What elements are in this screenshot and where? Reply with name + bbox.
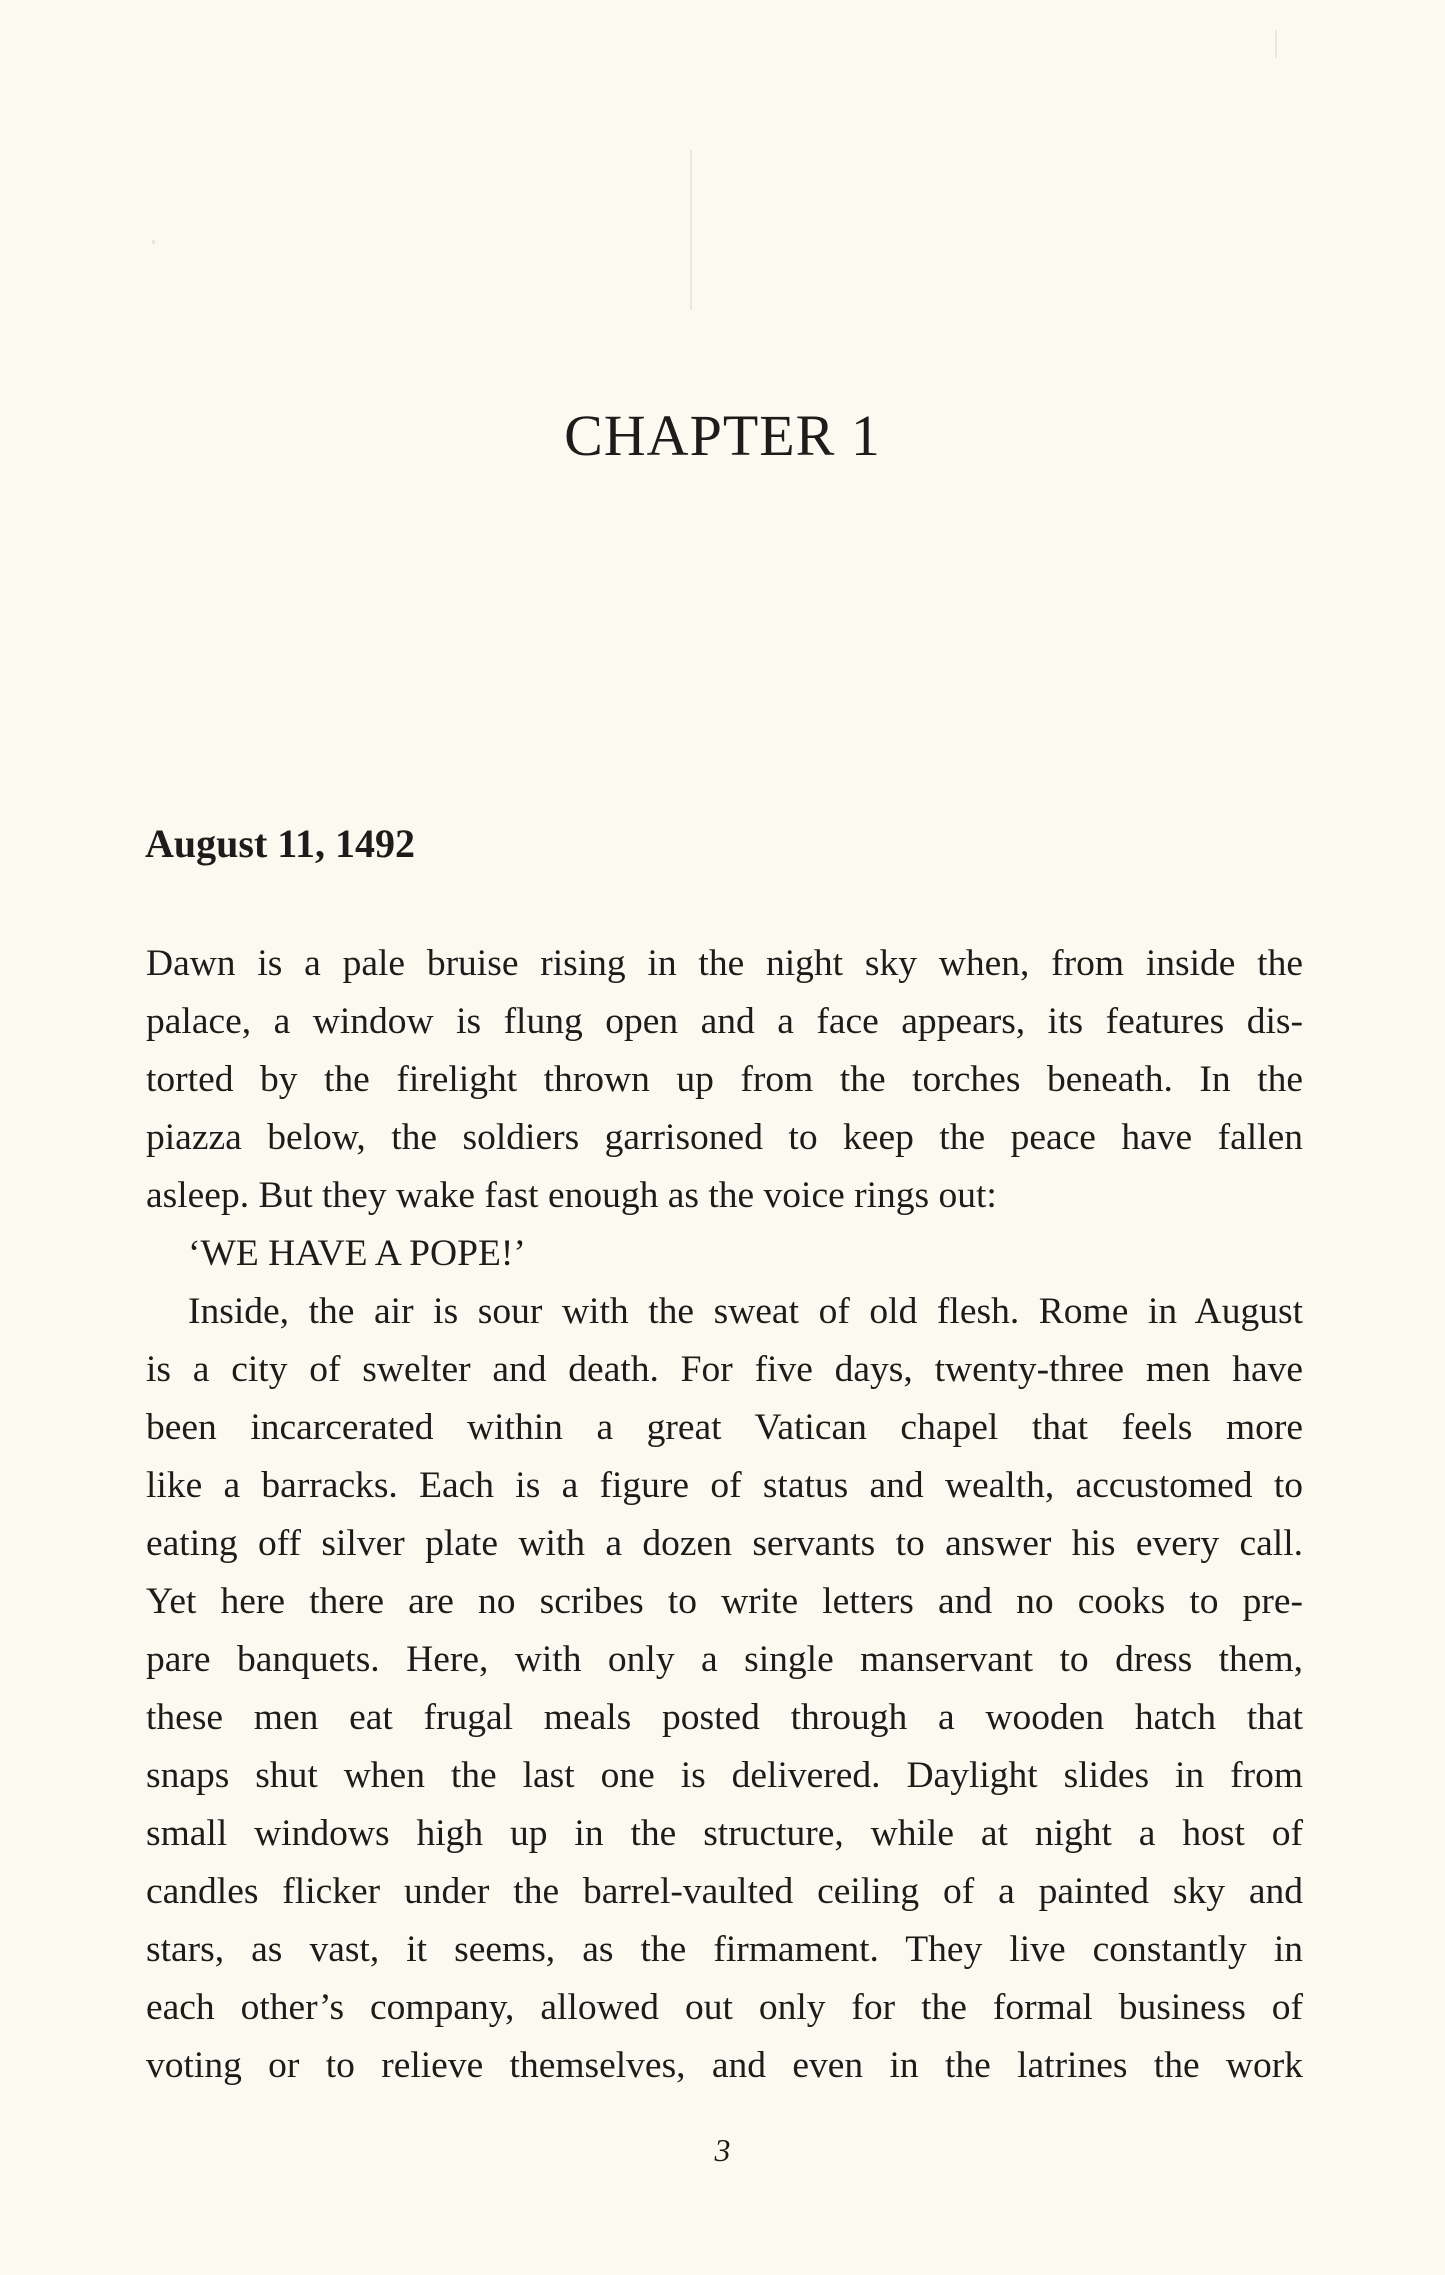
text-line: palace, a window is flung open and a face appears, its features dis- — [146, 1001, 1303, 1042]
body-text — [146, 935, 1303, 2095]
text-line: pare banquets. Here, with only a single manservant to dress them, — [146, 1639, 1303, 1680]
text-line: ‘WE HAVE A POPE!’ — [188, 1233, 526, 1274]
text-line: like a barracks. Each is a figure of status and wealth, accustomed to — [146, 1465, 1303, 1506]
scan-mark — [152, 240, 155, 244]
scan-mark — [1275, 30, 1277, 58]
text-line: Yet here there are no scribes to write letters and no cooks to pre- — [146, 1581, 1303, 1622]
date-heading: August 11, 1492 — [145, 821, 416, 866]
text-line: torted by the firelight thrown up from the torches beneath. In the — [146, 1059, 1303, 1100]
scan-mark — [690, 150, 692, 310]
text-line: these men eat frugal meals posted through a wooden hatch that — [146, 1697, 1303, 1738]
text-line: small windows high up in the structure, while at night a host of — [146, 1813, 1303, 1854]
text-line: each other’s company, allowed out only for the formal business of — [146, 1987, 1303, 2028]
text-line: piazza below, the soldiers garrisoned to keep the peace have fallen — [146, 1117, 1303, 1158]
text-line: candles flicker under the barrel-vaulted ceiling of a painted sky and — [146, 1871, 1303, 1912]
text-line: eating off silver plate with a dozen servants to answer his every call. — [146, 1523, 1303, 1564]
text-line: snaps shut when the last one is delivered. Daylight slides in from — [146, 1755, 1303, 1796]
text-line: voting or to relieve themselves, and even in the latrines the work — [146, 2045, 1303, 2086]
chapter-title: CHAPTER 1 — [564, 403, 881, 468]
page-number: 3 — [714, 2132, 731, 2168]
text-line: been incarcerated within a great Vatican chapel that feels more — [146, 1407, 1303, 1448]
text-line: asleep. But they wake fast enough as the voice rings out: — [146, 1175, 997, 1216]
text-line: Inside, the air is sour with the sweat of old flesh. Rome in August — [188, 1291, 1303, 1332]
text-line: is a city of swelter and death. For five days, twenty-three men have — [146, 1349, 1303, 1390]
text-line: Dawn is a pale bruise rising in the night sky when, from inside the — [146, 943, 1303, 984]
text-line: stars, as vast, it seems, as the firmament. They live constantly in — [146, 1929, 1303, 1970]
